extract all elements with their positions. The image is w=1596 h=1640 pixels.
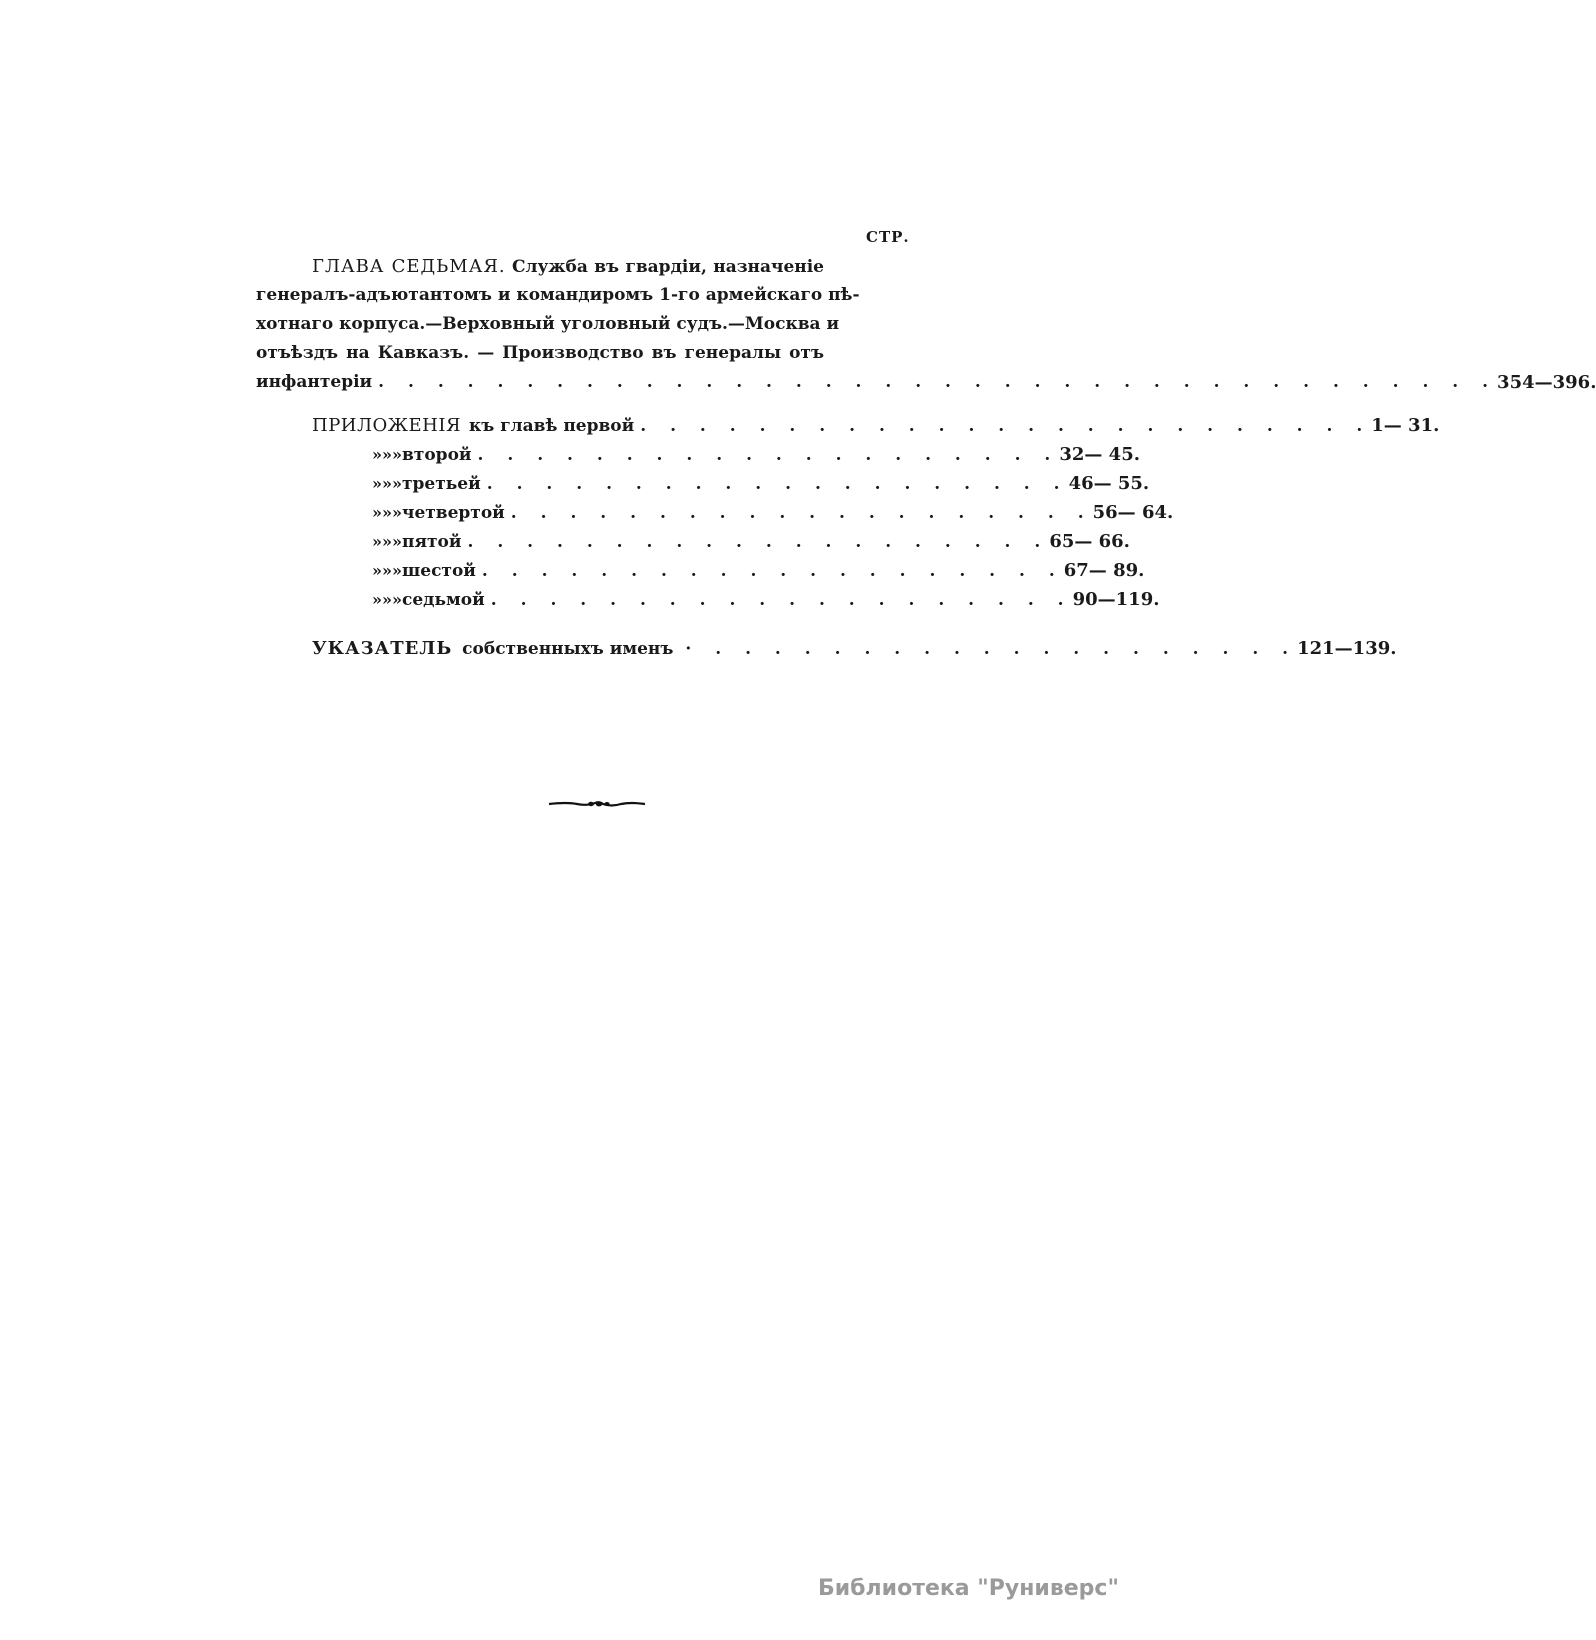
ditto-mark: » [392,503,402,522]
chapter-seven-entry [256,252,1596,397]
appendix-row [312,589,1160,618]
ornament-icon [547,796,647,812]
appendix-ordinal: второй [402,445,472,465]
appendix-ordinal: пятой [402,532,462,552]
dot-leader: · . . . . . . . . . . . . . . . . . . . . [685,639,1298,659]
appendix-row [312,560,1145,589]
appendix-pages: 65— 66. [1049,531,1130,552]
appendices-heading: ПРИЛОЖЕНІЯ [312,415,461,436]
appendices-list [312,415,1440,618]
chapter-line-1-text: Служба въ гвардіи, назначеніе [511,257,824,277]
ditto-mark: » [392,561,402,580]
appendix-row [312,444,1140,473]
dot-leader: . . . . . . . . . . . . . . . . . . . . [467,532,1050,552]
ditto-mark: » [372,532,382,551]
index-pages: 121—139. [1297,638,1397,659]
ditto-mark: » [372,561,382,580]
chapter-pages: 354—396. [1497,372,1596,393]
ditto-mark: » [372,474,382,493]
ditto-mark: » [392,590,402,609]
appendix-pages: 67— 89. [1063,560,1145,581]
appendix-pages: 32— 45. [1059,444,1140,465]
appendix-pages: 56— 64. [1092,502,1174,523]
dot-leader: . . . . . . . . . . . . . . . . . . . . [481,561,1064,581]
page-column-label: СТР. [866,228,910,246]
appendix-pages: 46— 55. [1068,473,1150,494]
chapter-line-1 [256,252,824,281]
chapter-line-4: отъѣздъ на Кавказъ. — Производство въ генералы отъ [256,343,824,363]
ditto-mark: » [392,532,402,551]
index-heading: УКАЗАТЕЛЬ [312,638,453,659]
appendix-ordinal: четвертой [402,503,505,523]
appendix-row [312,473,1150,502]
index-text: собственныхъ именъ [462,639,674,659]
appendix-ordinal: шестой [402,561,476,581]
appendix-row [312,502,1174,531]
chapter-line-5-text: инфантеріи [256,372,373,392]
dot-leader: . . . . . . . . . . . . . . . . . . . . [486,474,1069,494]
appendix-row-first [312,415,1440,444]
ditto-mark: » [382,474,392,493]
appendix-first-pages: 1— 31. [1371,415,1440,436]
ditto-mark: » [382,445,392,464]
appendix-ordinal: третьей [402,474,481,494]
ditto-mark: » [372,445,382,464]
chapter-line-2: генералъ-адъютантомъ и командиромъ 1-го армейскаго пѣ- [256,285,860,305]
appendix-first-text: къ главѣ первой [469,416,635,436]
appendix-row [312,531,1130,560]
dot-leader: . . . . . . . . . . . . . . . . . . . . [510,503,1093,523]
dot-leader: . . . . . . . . . . . . . . . . . . . . . . . . . . . . . . . . . . . . . . [378,372,1498,392]
dot-leader: . . . . . . . . . . . . . . . . . . . . [477,445,1060,465]
dot-leader: . . . . . . . . . . . . . . . . . . . . [490,590,1073,610]
ditto-mark: » [382,503,392,522]
ditto-mark: » [372,590,382,609]
ditto-mark: » [382,590,392,609]
ditto-mark: » [382,532,392,551]
ditto-mark: » [392,445,402,464]
ditto-mark: » [372,503,382,522]
index-entry [312,638,1397,659]
chapter-heading: ГЛАВА СЕДЬМАЯ. [312,256,506,277]
ditto-mark: » [382,561,392,580]
appendix-pages: 90—119. [1072,589,1160,610]
dot-leader: . . . . . . . . . . . . . . . . . . . . . . . . . [640,416,1372,436]
library-watermark: Библиотека "Руниверс" [818,1576,1119,1601]
ditto-mark: » [392,474,402,493]
appendix-rows [312,444,1174,618]
chapter-line-5 [256,368,1596,397]
appendix-ordinal: седьмой [402,590,485,610]
chapter-line-3: хотнаго корпуса.—Верховный уголовный судъ.—Москва и [256,314,840,334]
